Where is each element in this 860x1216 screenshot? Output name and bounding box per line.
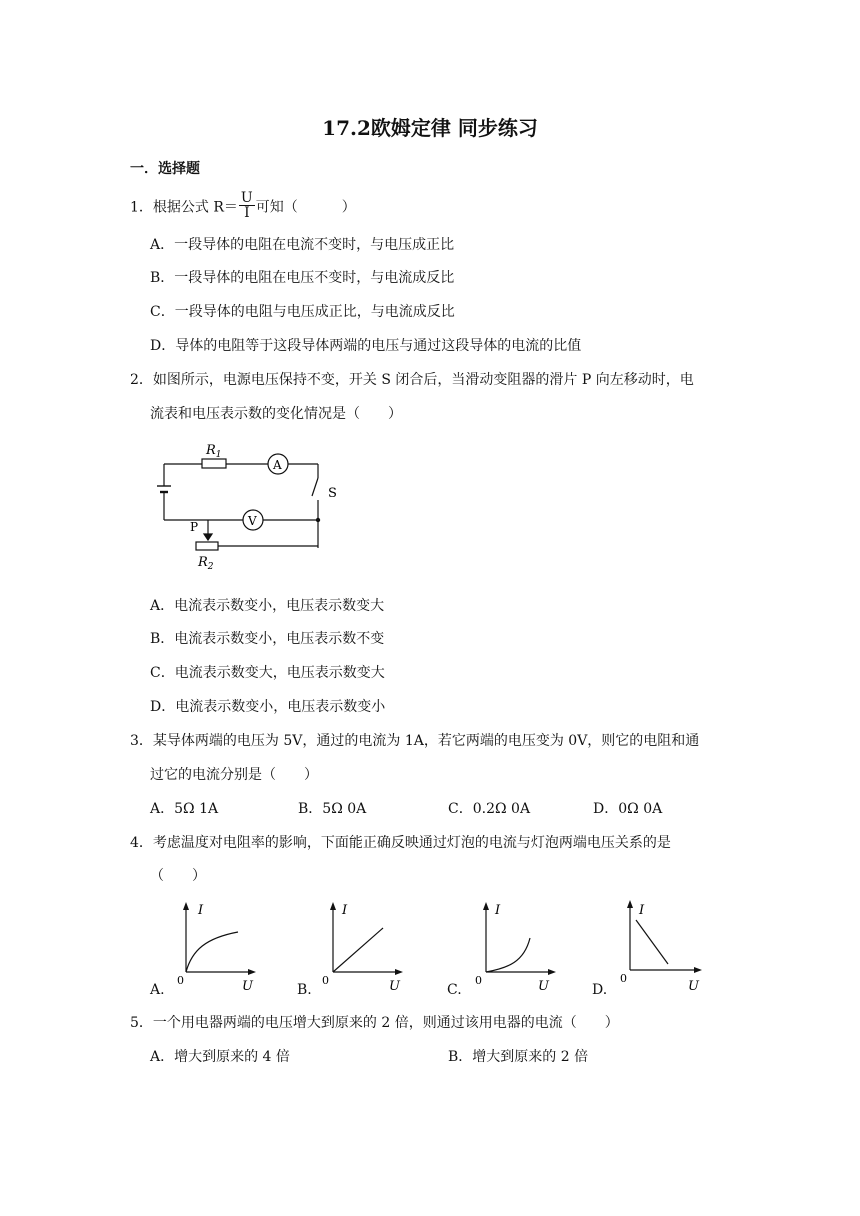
- question-5-option-b[interactable]: B．增大到原来的 2 倍: [448, 1049, 589, 1065]
- question-2-stem-line-1: 2．如图所示，电源电压保持不变，开关 S 闭合后，当滑动变阻器的滑片 P 向左移动时，电: [130, 372, 694, 388]
- switch-lever: [312, 478, 318, 496]
- graph-d-x-label: U: [688, 979, 699, 994]
- switch-label: S: [328, 486, 337, 501]
- resistor-r2-body: [196, 542, 218, 550]
- question-4-stem-line-1: 4．考虑温度对电阻率的影响，下面能正确反映通过灯泡的电流与灯泡两端电压关系的是: [130, 835, 671, 851]
- graph-b: [315, 898, 407, 998]
- graph-b-y-arrow: [330, 902, 336, 910]
- graph-c: [468, 898, 560, 998]
- formula-suffix: 可知（: [255, 199, 298, 216]
- graph-c-option-label[interactable]: C.: [447, 982, 462, 998]
- graph-b-x-arrow: [395, 969, 403, 975]
- fraction-numerator: U: [240, 190, 253, 206]
- graph-a-origin: 0: [177, 974, 184, 987]
- graph-a: [168, 898, 260, 998]
- graph-a-curve: [186, 932, 238, 972]
- graph-b-y-label: I: [342, 903, 348, 918]
- graph-c-origin: 0: [475, 974, 482, 987]
- question-3-option-b[interactable]: B．5Ω 0A: [298, 801, 367, 817]
- question-3-option-a[interactable]: A．5Ω 1A: [150, 801, 219, 817]
- question-4-stem-line-2: （ ）: [150, 868, 206, 884]
- question-1-option-a[interactable]: A．一段导体的电阻在电流不变时，与电压成正比: [150, 237, 455, 253]
- resistor-r2-label: $R_2$: [198, 555, 214, 572]
- resistor-r1-label: $R_1$: [206, 443, 222, 460]
- graph-b-line: [333, 928, 383, 972]
- question-3-stem-line-2: 过它的电流分别是（ ）: [150, 767, 318, 783]
- fraction-denominator: I: [244, 205, 250, 221]
- graph-d-y-arrow: [627, 900, 633, 908]
- graph-a-y-label: I: [198, 903, 204, 918]
- question-1-option-c[interactable]: C．一段导体的电阻与电压成正比，与电流成反比: [150, 304, 455, 320]
- slider-arrow: [204, 534, 212, 540]
- graph-c-y-label: I: [495, 903, 501, 918]
- circuit-diagram: [150, 438, 350, 573]
- graph-c-y-arrow: [483, 902, 489, 910]
- section-heading: 一．选择题: [130, 161, 200, 177]
- graph-d: [612, 896, 708, 996]
- slider-label: P: [190, 520, 199, 534]
- question-2-option-b[interactable]: B．电流表示数变小，电压表示数不变: [150, 631, 385, 647]
- question-1-option-b[interactable]: B．一段导体的电阻在电压不变时，与电流成反比: [150, 270, 455, 286]
- page-title: 17.2欧姆定律 同步练习: [322, 116, 538, 140]
- question-1-option-d[interactable]: D．导体的电阻等于这段导体两端的电压与通过这段导体的电流的比值: [150, 338, 582, 354]
- question-2-option-d[interactable]: D．电流表示数变小，电压表示数变小: [150, 699, 386, 715]
- question-3-stem-line-1: 3．某导体两端的电压为 5V，通过的电流为 1A，若它两端的电压变为 0V，则它的电阻和通: [130, 733, 700, 749]
- graph-d-x-arrow: [694, 967, 702, 973]
- question-3-option-d[interactable]: D．0Ω 0A: [593, 801, 663, 817]
- graph-d-option-label[interactable]: D.: [592, 982, 608, 998]
- graph-c-x-arrow: [548, 969, 556, 975]
- graph-a-option-label[interactable]: A.: [150, 982, 165, 998]
- question-2-option-a[interactable]: A．电流表示数变小，电压表示数变大: [150, 598, 385, 614]
- question-3-option-c[interactable]: C．0.2Ω 0A: [448, 801, 531, 817]
- question-5-option-a[interactable]: A．增大到原来的 4 倍: [150, 1049, 290, 1065]
- question-5-stem: 5．一个用电器两端的电压增大到原来的 2 倍，则通过该用电器的电流（ ）: [130, 1015, 619, 1031]
- junction-dot: [316, 518, 320, 522]
- graph-a-x-arrow: [248, 969, 256, 975]
- graph-a-x-label: U: [242, 979, 253, 994]
- resistor-r1-body: [202, 459, 226, 468]
- ammeter-label: A: [273, 458, 282, 472]
- formula-fraction: [239, 191, 255, 220]
- formula-prefix: 根据公式 R＝: [152, 199, 238, 216]
- graph-d-origin: 0: [620, 972, 627, 985]
- voltmeter-label: V: [248, 514, 257, 528]
- graph-d-line: [636, 920, 668, 964]
- graph-b-x-label: U: [389, 979, 400, 994]
- question-2-option-c[interactable]: C．电流表示数变大，电压表示数变大: [150, 665, 385, 681]
- question-2-stem-line-2: 流表和电压表示数的变化情况是（ ）: [150, 406, 402, 422]
- graph-c-x-label: U: [538, 979, 549, 994]
- answer-close-paren: ）: [341, 199, 356, 216]
- question-number: 1．: [130, 199, 153, 216]
- graph-d-y-label: I: [639, 903, 645, 918]
- graph-b-origin: 0: [322, 974, 329, 987]
- graph-c-curve: [486, 938, 530, 972]
- question-1-stem: [130, 190, 356, 222]
- graph-b-option-label[interactable]: B.: [297, 982, 312, 998]
- graph-a-y-arrow: [183, 902, 189, 910]
